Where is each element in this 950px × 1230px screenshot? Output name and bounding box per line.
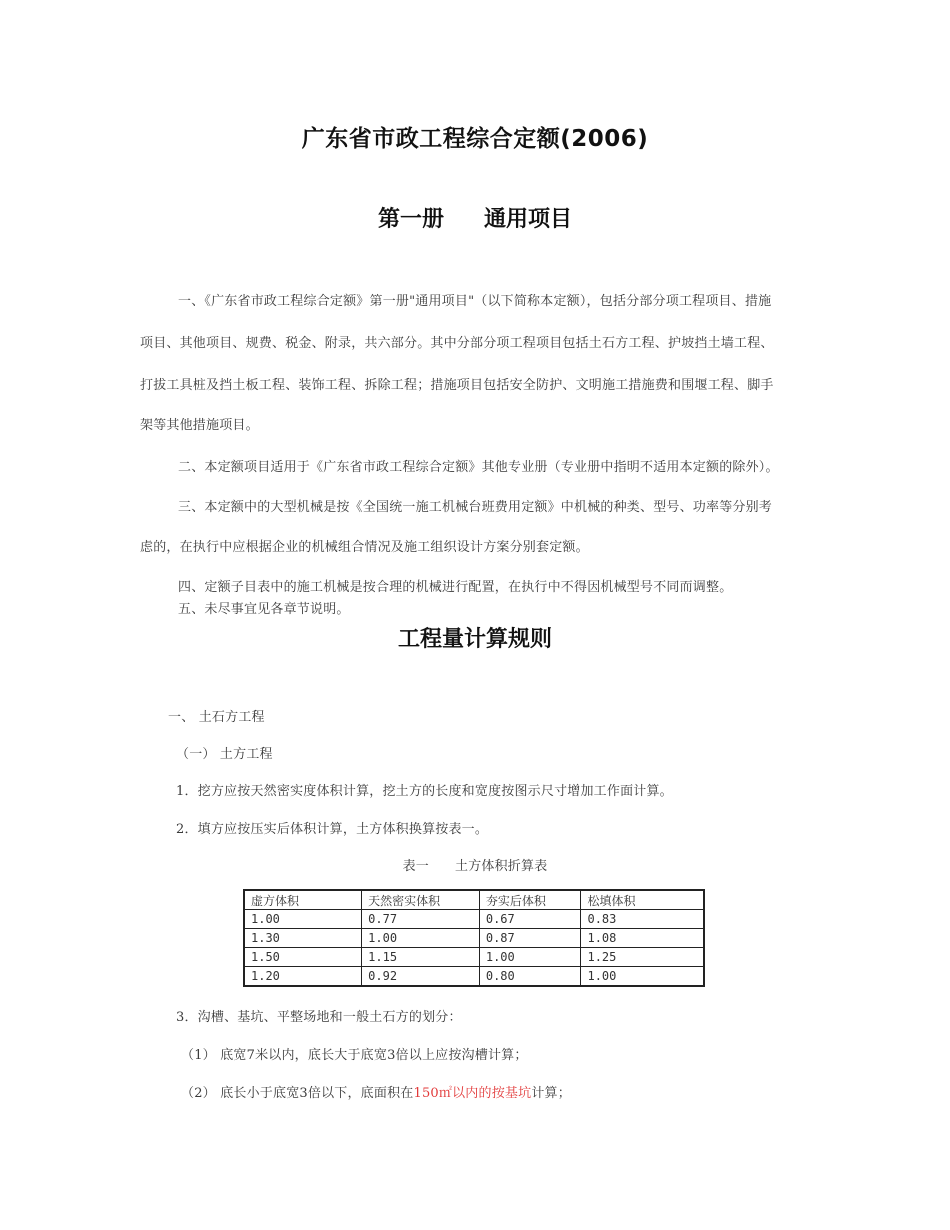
table-cell: 0.83 [581, 910, 704, 929]
table-header-row [244, 890, 704, 910]
table-row [244, 929, 704, 948]
table-cell: 1.00 [581, 967, 704, 987]
table-cell: 1.00 [244, 910, 362, 929]
header-natural-volume: 天然密实体积 [362, 890, 480, 910]
table-caption [0, 855, 950, 874]
table-cell: 1.08 [581, 929, 704, 948]
table-cell: 0.67 [479, 910, 581, 929]
table-cell: 0.87 [479, 929, 581, 948]
subsection-soil: （一） 土方工程 [176, 747, 273, 762]
intro-para1-line3: 打拔工具桩及挡土板工程、装饰工程、拆除工程；措施项目包括安全防护、文明施工措施费和围堰工程、脚手 [140, 378, 774, 393]
table-cell: 1.20 [244, 967, 362, 987]
table-caption-number: 表一 [402, 859, 429, 874]
intro-para5: 五、未尽事宜见各章节说明。 [178, 602, 350, 617]
intro-para1-line1: 一、《广东省市政工程综合定额》第一册"通用项目"（以下简称本定额），包括分部分项工程项目、措施 [178, 294, 772, 309]
rule-item-3-2-suffix: 计算； [531, 1086, 571, 1101]
header-loose-fill-volume: 松填体积 [581, 890, 704, 910]
table-cell: 0.92 [362, 967, 480, 987]
intro-para2: 二、本定额项目适用于《广东省市政工程综合定额》其他专业册（专业册中指明不适用本定额的除外）。 [178, 460, 779, 475]
table-row [244, 910, 704, 929]
table-caption-title: 土方体积折算表 [455, 859, 548, 874]
volume-label: 第一册 [377, 207, 444, 232]
intro-para1-line2: 项目、其他项目、规费、税金、附录，共六部分。其中分部分项工程项目包括土石方工程、护坡挡土墙工程、 [140, 336, 774, 351]
table-row [244, 948, 704, 967]
rule-item-3-2-prefix: （2） 底长小于底宽3倍以下，底面积在 [181, 1086, 414, 1101]
table-cell: 0.77 [362, 910, 480, 929]
header-loose-volume: 虚方体积 [244, 890, 362, 910]
volume-name: 通用项目 [484, 207, 573, 232]
table-cell: 1.00 [479, 948, 581, 967]
table-row [244, 967, 704, 987]
intro-para3-line1: 三、本定额中的大型机械是按《全国统一施工机械台班费用定额》中机械的种类、型号、功率等分别考 [178, 500, 773, 515]
table-cell: 1.25 [581, 948, 704, 967]
rule-item-3: 3．沟槽、基坑、平整场地和一般土石方的划分： [176, 1010, 462, 1025]
table-cell: 1.15 [362, 948, 480, 967]
intro-para1-line4: 架等其他措施项目。 [140, 418, 259, 433]
intro-para3-line2: 虑的，在执行中应根据企业的机械组合情况及施工组织设计方案分别套定额。 [140, 540, 589, 555]
rule-item-3-1: （1） 底宽7米以内，底长大于底宽3倍以上应按沟槽计算； [181, 1048, 528, 1063]
table-cell: 1.50 [244, 948, 362, 967]
main-title: 广东省市政工程综合定额(2006) [301, 126, 649, 152]
rule-item-1: 1．挖方应按天然密实度体积计算，挖土方的长度和宽度按图示尺寸增加工作面计算。 [176, 784, 673, 799]
section-earthwork: 一、 土石方工程 [168, 710, 265, 725]
rule-item-3-2-highlight: 150㎡以内的按基坑 [413, 1086, 532, 1101]
header-compacted-volume: 夯实后体积 [479, 890, 581, 910]
rule-item-3-2 [181, 1082, 571, 1101]
rules-title: 工程量计算规则 [397, 627, 552, 652]
intro-para4: 四、定额子目表中的施工机械是按合理的机械进行配置，在执行中不得因机械型号不同而调整。 [178, 580, 733, 595]
table-cell: 0.80 [479, 967, 581, 987]
table-cell: 1.30 [244, 929, 362, 948]
table-cell: 1.00 [362, 929, 480, 948]
soil-volume-table [243, 889, 705, 987]
rule-item-2: 2．填方应按压实后体积计算，土方体积换算按表一。 [176, 822, 489, 837]
